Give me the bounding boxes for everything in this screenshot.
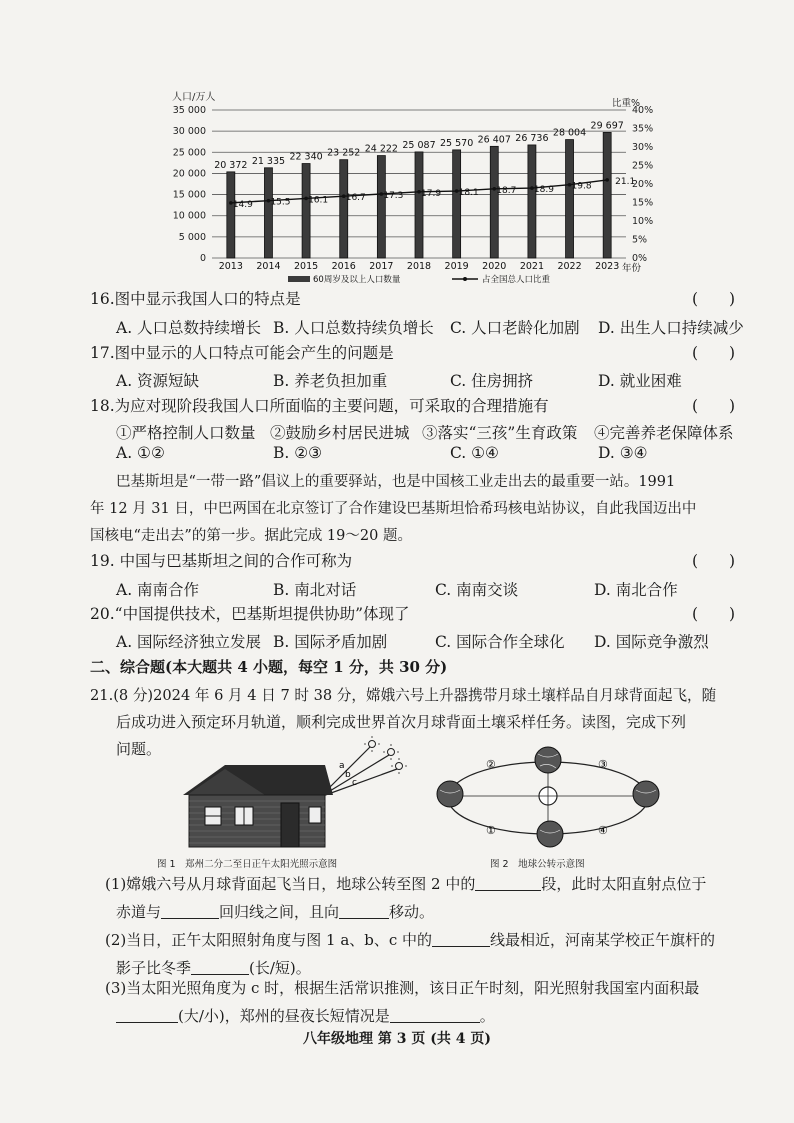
chart-legend	[288, 274, 551, 285]
section-2-heading: 二、综合题(本大题共 4 小题，每空 1 分，共 30 分)	[90, 658, 448, 676]
q21-sub2-text-c: 影子比冬季	[116, 959, 192, 977]
legend-bar-swatch	[288, 276, 310, 282]
ratio-value-label: 18.7	[496, 185, 517, 196]
ratio-value-label: 14.9	[232, 199, 253, 210]
q17-option-a: A. 资源短缺	[116, 372, 200, 390]
y2-tick-label: 20%	[632, 179, 654, 190]
y2-tick-label: 35%	[632, 123, 654, 135]
q17-answer-paren: ( )	[692, 344, 736, 362]
bar-value-label: 28 004	[552, 127, 587, 139]
y-tick-label: 10 000	[172, 210, 206, 222]
ratio-value-label: 19.8	[571, 181, 592, 192]
y-tick-label: 25 000	[172, 147, 206, 159]
q20-option-a: A. 国际经济独立发展	[116, 633, 262, 651]
y-tick-label: 20 000	[172, 168, 206, 180]
bar-value-label: 25 087	[402, 139, 436, 151]
q21-sub1-line2	[116, 901, 434, 922]
ray-label-b: b	[345, 770, 351, 780]
q17-option-b: B. 养老负担加重	[273, 372, 388, 390]
bar-value-label: 23 252	[327, 147, 361, 159]
q21-line-1: 21.(8 分)2024 年 6 月 4 日 7 时 38 分，嫦娥六号上升器携带月球土壤样品自月球背面起飞，随	[90, 687, 717, 704]
x-tick-label: 2015	[293, 261, 319, 272]
y2-tick-label: 30%	[632, 142, 654, 153]
q20-option-c: C. 国际合作全球化	[435, 633, 565, 651]
y2-tick-label: 10%	[632, 216, 654, 227]
passage-line-2: 年 12 月 31 日，中巴两国在北京签订了合作建设巴基斯坦恰希玛核电站协议，自此我国迈出中	[90, 501, 697, 517]
q21-sub3-line1: (3)当太阳光照角度为 c 时，根据生活常识推测，该日正午时刻，阳光照射我国室内面积最	[105, 979, 700, 997]
passage-line-3: 国核电“走出去”的第一步。据此完成 19～20 题。	[90, 528, 412, 544]
bar	[340, 160, 348, 258]
q21-blank-1[interactable]	[475, 875, 541, 891]
y2-tick-label: 40%	[632, 105, 654, 116]
ratio-value-label: 21.1	[615, 176, 636, 187]
bar-value-label: 21 335	[251, 155, 286, 167]
sun-icon	[396, 763, 403, 770]
bar	[528, 145, 536, 258]
q21-sub1-line1	[105, 873, 706, 894]
x-unit-label: 年份	[622, 263, 642, 274]
figure-2-earth-revolution	[428, 746, 668, 854]
q18-item-3: ③落实“三孩”生育政策	[422, 424, 578, 442]
bar	[415, 152, 423, 258]
q21-sub2-text-d: (长/短)。	[249, 959, 311, 977]
ratio-value-label: 16.7	[345, 193, 366, 204]
bar-value-label: 26 407	[477, 134, 511, 146]
q16-option-c: C. 人口老龄化加剧	[450, 319, 580, 337]
chart-bars	[227, 132, 611, 258]
q19-option-b: B. 南北对话	[273, 581, 357, 599]
population-chart	[0, 0, 794, 290]
earth-icon	[437, 781, 463, 807]
earth-icon	[537, 821, 563, 847]
q21-sub2-text-a: (2)当日，正午太阳照射角度与图 1 a、b、c 中的	[105, 931, 433, 949]
q18-option-b: B. ②③	[273, 444, 323, 462]
bar	[603, 132, 611, 258]
figure-1-house-sunlight	[175, 735, 415, 855]
bar	[377, 156, 385, 258]
q21-line-2: 后成功进入预定环月轨道，顺利完成世界首次月球背面土壤采样任务。读图，完成下列	[116, 713, 687, 731]
ratio-point	[605, 178, 609, 182]
orbit-label-4: ④	[598, 824, 608, 837]
y2-tick-label: 0%	[632, 253, 648, 264]
y-tick-label: 5 000	[178, 231, 206, 243]
q18-item-2: ②鼓励乡村居民进城	[270, 424, 410, 442]
q17-option-c: C. 住房拥挤	[450, 372, 534, 390]
q21-sub1-text-b: 段，此时太阳直射点位于	[541, 875, 707, 893]
x-tick-label: 2013	[218, 261, 243, 272]
earth-icon	[535, 747, 561, 773]
y2-tick-label: 5%	[632, 234, 648, 246]
q17-option-d: D. 就业困难	[598, 372, 682, 390]
q21-sub1-text-a: (1)嫦娥六号从月球背面起飞当日，地球公转至图 2 中的	[105, 875, 476, 893]
bar	[264, 168, 272, 258]
q21-sub3-text-b: (大/小)，郑州的昼夜长短情况是	[178, 1007, 390, 1025]
q16-option-d: D. 出生人口持续减少	[598, 319, 744, 337]
bar	[453, 150, 461, 258]
q21-blank-7[interactable]	[390, 1007, 480, 1023]
legend-line-label: 占全国总人口比重	[482, 275, 551, 285]
q18-answer-paren: ( )	[692, 397, 736, 415]
chart-text	[172, 90, 653, 274]
ratio-value-label: 17.9	[421, 188, 442, 199]
q20-answer-paren: ( )	[692, 605, 736, 623]
q21-blank-6[interactable]	[116, 1007, 178, 1023]
q21-sub2-text-b: 线最相近，河南某学校正午旗杆的	[490, 931, 716, 949]
q19-option-c: C. 南南交谈	[435, 581, 519, 599]
page-footer: 八年级地理 第 3 页 (共 4 页)	[303, 1031, 491, 1047]
sun-spokes-icon	[364, 736, 407, 774]
q20-option-d: D. 国际竞争激烈	[594, 633, 709, 651]
legend-line-point	[463, 277, 467, 281]
ratio-value-label: 15.5	[270, 197, 291, 208]
q18-item-1: ①严格控制人口数量	[116, 424, 256, 442]
bar-value-label: 22 340	[289, 151, 323, 163]
bar-value-label: 29 697	[590, 120, 624, 132]
sun-icons	[369, 741, 403, 770]
q16-stem: 16.图中显示我国人口的特点是	[90, 290, 301, 308]
orbit-label-3: ③	[598, 758, 608, 771]
x-tick-label: 2017	[369, 261, 394, 272]
q20-option-b: B. 国际矛盾加剧	[273, 633, 388, 651]
ratio-value-label: 17.3	[383, 190, 404, 201]
orbit-label-2: ②	[486, 758, 496, 771]
sun-icon	[369, 741, 376, 748]
legend-bar-label: 60周岁及以上人口数量	[313, 275, 401, 285]
q19-stem: 19. 中国与巴基斯坦之间的合作可称为	[90, 552, 353, 570]
q20-stem: 20.“中国提供技术，巴基斯坦提供协助”体现了	[90, 605, 410, 623]
y2-axis-title: 比重%	[612, 98, 641, 109]
q21-sub1-text-e: 移动。	[389, 903, 435, 921]
bar-value-label: 26 736	[515, 132, 549, 144]
ratio-value-label: 18.9	[533, 185, 554, 196]
q21-blank-2[interactable]	[161, 903, 219, 919]
x-tick-label: 2016	[331, 261, 356, 272]
x-tick-label: 2018	[406, 261, 432, 272]
q21-sub3-line2	[116, 1005, 495, 1026]
x-tick-label: 2023	[595, 261, 620, 272]
q21-blank-5[interactable]	[191, 959, 249, 975]
q21-sub1-text-d: 回归线之间，且向	[219, 903, 340, 921]
q16-option-a: A. 人口总数持续增长	[116, 319, 262, 337]
bar	[566, 140, 574, 258]
figure-2-caption: 图 2 地球公转示意图	[490, 859, 585, 870]
q16-answer-paren: ( )	[692, 290, 736, 308]
q21-line-3: 问题。	[116, 740, 162, 758]
orbit-label-1: ①	[486, 824, 496, 837]
q21-sub2-line1	[105, 929, 715, 950]
sun-icon	[388, 749, 395, 756]
earth-icon	[633, 781, 659, 807]
q21-sub3-text-c: 。	[479, 1007, 495, 1025]
q18-item-4: ④完善养老保障体系	[594, 424, 734, 442]
y-tick-label: 0	[199, 253, 206, 264]
bar	[302, 164, 310, 258]
q17-stem: 17.图中显示的人口特点可能会产生的问题是	[90, 344, 394, 362]
ratio-value-label: 18.1	[458, 188, 479, 199]
q21-blank-4[interactable]	[432, 931, 490, 947]
q16-option-b: B. 人口总数持续负增长	[273, 319, 434, 337]
y-tick-label: 15 000	[172, 189, 206, 201]
q19-option-a: A. 南南合作	[116, 581, 200, 599]
q21-sub1-text-c: 赤道与	[116, 903, 162, 921]
x-tick-label: 2022	[557, 261, 582, 272]
bar-value-label: 20 372	[214, 159, 248, 171]
y2-tick-label: 25%	[632, 160, 654, 172]
bar-value-label: 25 570	[440, 137, 474, 149]
y-tick-label: 35 000	[172, 105, 206, 116]
q19-option-d: D. 南北合作	[594, 581, 678, 599]
x-tick-label: 2021	[519, 261, 545, 272]
q18-option-a: A. ①②	[116, 444, 165, 462]
ray-label-c: c	[352, 778, 357, 788]
q21-sub2-line2	[116, 957, 311, 978]
x-tick-label: 2019	[444, 261, 469, 272]
y2-tick-label: 15%	[632, 197, 654, 209]
q21-blank-3[interactable]	[339, 903, 389, 919]
q18-option-d: D. ③④	[598, 444, 648, 462]
q19-answer-paren: ( )	[692, 552, 736, 570]
bar-value-label: 24 222	[364, 143, 398, 155]
y-axis-title: 人口/万人	[172, 92, 216, 103]
q18-stem: 18.为应对现阶段我国人口所面临的主要问题，可采取的合理措施有	[90, 397, 549, 415]
ratio-value-label: 16.1	[308, 195, 329, 206]
bar	[490, 146, 498, 258]
bar	[227, 172, 235, 258]
y-tick-label: 30 000	[172, 126, 206, 138]
house-icon	[183, 765, 333, 847]
q18-option-c: C. ①④	[450, 444, 499, 462]
ray-label-a: a	[339, 761, 345, 771]
x-tick-label: 2014	[256, 261, 281, 272]
passage-line-1: 巴基斯坦是“一带一路”倡议上的重要驿站，也是中国核工业走出去的最重要一站。1991	[116, 474, 676, 490]
x-tick-label: 2020	[482, 261, 507, 272]
figure-1-caption: 图 1 郑州二分二至日正午太阳光照示意图	[157, 859, 338, 870]
